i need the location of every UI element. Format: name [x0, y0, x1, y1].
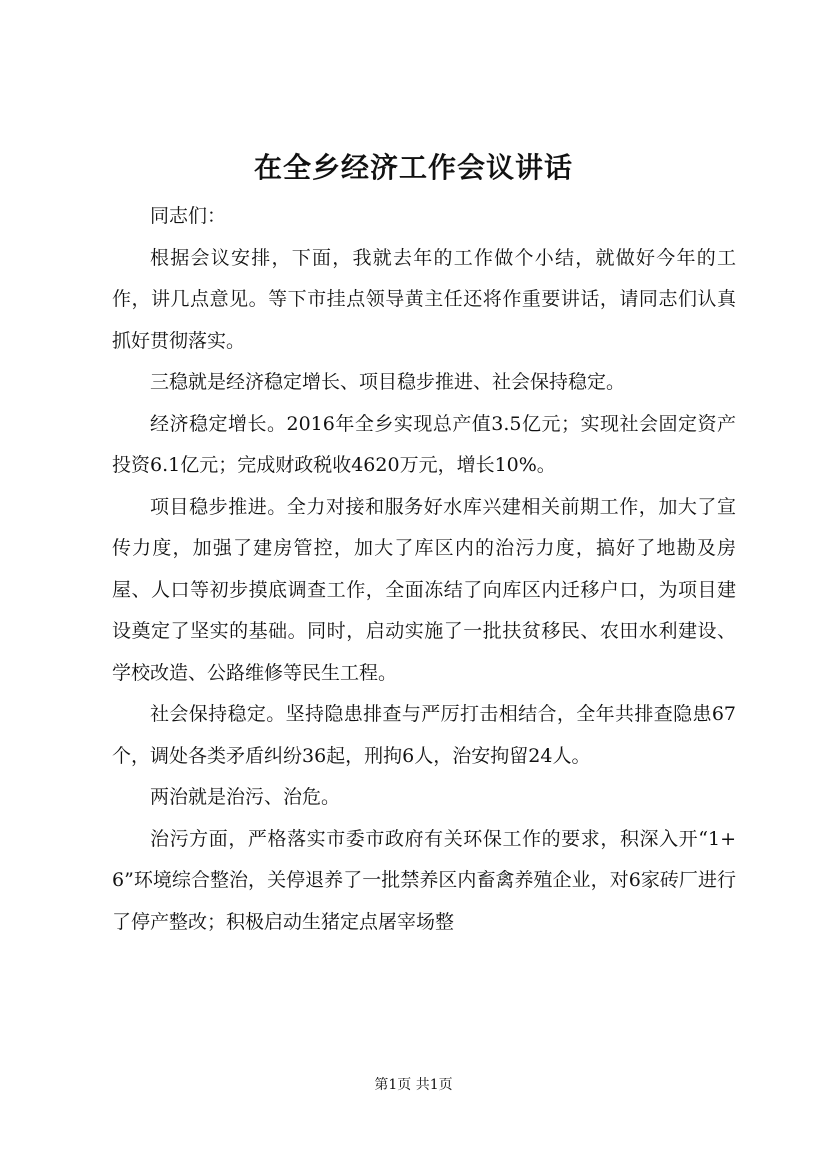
- paragraph-economic-growth: 经济稳定增长。2016年全乡实现总产值3.5亿元；实现社会固定资产投资6.1亿元；完成财政税收4620万元，增长10%。: [112, 412, 736, 476]
- paragraph-three-stabilities: 三稳就是经济稳定增长、项目稳步推进、社会保持稳定。: [150, 371, 626, 393]
- paragraph-greeting: 同志们：: [150, 205, 227, 227]
- document-body: [112, 196, 736, 943]
- paragraph-pollution-control: 治污方面，严格落实市委市政府有关环保工作的要求，积深入开“1+6”环境综合整治，关停退养了一批禁养区内畜禽养殖企业，对6家砖厂进行了停产整改；积极启动生猪定点屠宰场整: [112, 827, 736, 933]
- paragraph-project-progress: 项目稳步推进。全力对接和服务好水库兴建相关前期工作，加大了宣传力度，加强了建房管控，加大了库区内的治污力度，搞好了地勘及房屋、人口等初步摸底调查工作，全面冻结了向库区内迁移户口，为项目建设奠定了坚实的基础。同时，启动实施了一批扶贫移民、农田水利建设、学校改造、公路维修等民生工程。: [112, 495, 736, 684]
- page-number: 第1页 共1页: [374, 1077, 453, 1093]
- paragraph-intro: 根据会议安排，下面，我就去年的工作做个小结，就做好今年的工作，讲几点意见。等下市挂点领导黄主任还将作重要讲话，请同志们认真抓好贯彻落实。: [112, 246, 736, 352]
- document-title: 在全乡经济工作会议讲话: [253, 151, 573, 184]
- page-footer: [0, 1075, 827, 1095]
- paragraph-two-governance: 两治就是治污、治危。: [150, 786, 341, 808]
- paragraph-social-stability: 社会保持稳定。坚持隐患排查与严厉打击相结合，全年共排查隐患67个，调处各类矛盾纠纷36起，刑拘6人，治安拘留24人。: [112, 703, 736, 767]
